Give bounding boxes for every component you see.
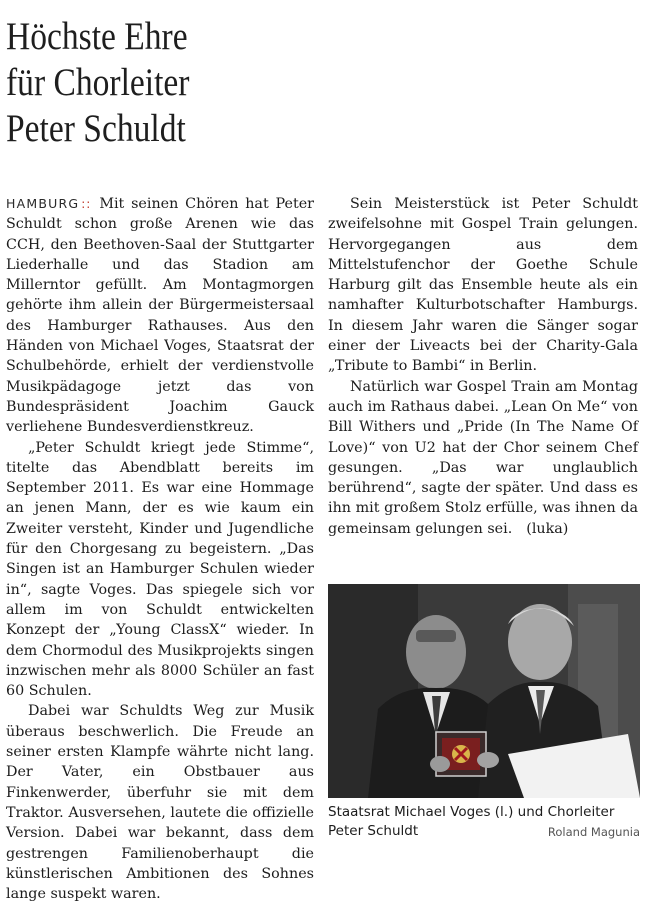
article-paragraph-2: „Peter Schuldt kriegt jede Stimme“, titelte das Abendblatt bereits im September 2011. Es war eine Hommage an jenen Mann, der es wie kaum ein Zweiter versteht, Kinder und Jugendliche für den Chorgesang zu begeistern. „Das Singen ist an Hamburger Schulen wieder in“, sagte Voges. Das spiegele sich vor allem im von Schuldt entwickelten Konzept der „Young ClassX“ wieder. In dem Chormodul des Musikprojekts singen inzwischen mehr als 8000 Schüler an fast 60 Schulen.: [6, 439, 314, 700]
article-paragraph-3: Dabei war Schuldts Weg zur Musik überaus beschwerlich. Die Freude an seiner ersten Klampfe währte nicht lang. Der Vater, ein Obstbauer aus Finkenwerder, überfuhr sie mit dem Traktor. Ausversehen, lautete die offizielle Version. Dabei war bekannt, dass dem gestrengen Familienoberhaupt die künstlerischen Ambitionen des Sohnes lange suspekt waren.: [6, 703, 314, 903]
paragraph-text: Mit seinen Chören hat Peter Schuldt schon große Arenen wie das CCH, den Beethoven-Saal der Stuttgarter Liederhalle und das Stadion am Millerntor gefüllt. Am Montagmorgen gehörte ihm allein der Bürgermeistersaal des Hamburger Rathauses. Aus den Händen von Michael Voges, Staatsrat der Schulbehörde, erhielt der verdienstvolle Musikpädagoge jetzt das von Bundespräsident Joachim Gauck verliehene Bundesverdienstkreuz.: [6, 196, 314, 436]
article-paragraph-5: [328, 377, 638, 539]
article-photo: [328, 584, 640, 798]
headline-line-2: für Chorleiter: [6, 61, 190, 104]
paragraph-text: Natürlich war Gospel Train am Montag auch im Rathaus dabei. „Lean On Me“ von Bill Withers und „Pride (In The Name Of Love)“ von U2 hat der Chor seinem Chef gesungen. „Das war unglaublich berührend“, sagte der später. Und dass es ihn mit großem Stolz erfülle, was ihnen da gemeinsam gelungen sei.: [328, 378, 638, 537]
photo-credit: Roland Magunia: [547, 825, 640, 839]
article-paragraph-4: Sein Meisterstück ist Peter Schuldt zweifelsohne mit Gospel Train gelungen. Hervorgegangen aus dem Mittelstufenchor der Goethe Schule Harburg gilt das Ensemble heute als ein namhafter Kulturbotschafter Hamburgs. In diesem Jahr waren die Sänger sogar einer der Liveacts bei der Charity-Gala „Tribute to Bambi“ in Berlin.: [328, 196, 638, 375]
article-column-right: [328, 194, 638, 539]
photo-caption: [328, 803, 640, 842]
headline: [6, 14, 264, 152]
dateline-mark: ::: [81, 197, 92, 211]
article-column-left: [6, 194, 314, 904]
dateline: HAMBURG: [6, 196, 80, 211]
author-initials: (luka): [526, 520, 569, 537]
headline-line-3: Peter Schuldt: [6, 107, 186, 150]
headline-line-1: Höchste Ehre: [6, 15, 188, 58]
photo-illustration: [328, 584, 640, 798]
article-paragraph-1: [6, 194, 314, 438]
caption-text: Staatsrat Michael Voges (l.) und Chorleiter Peter Schuldt: [328, 804, 615, 839]
